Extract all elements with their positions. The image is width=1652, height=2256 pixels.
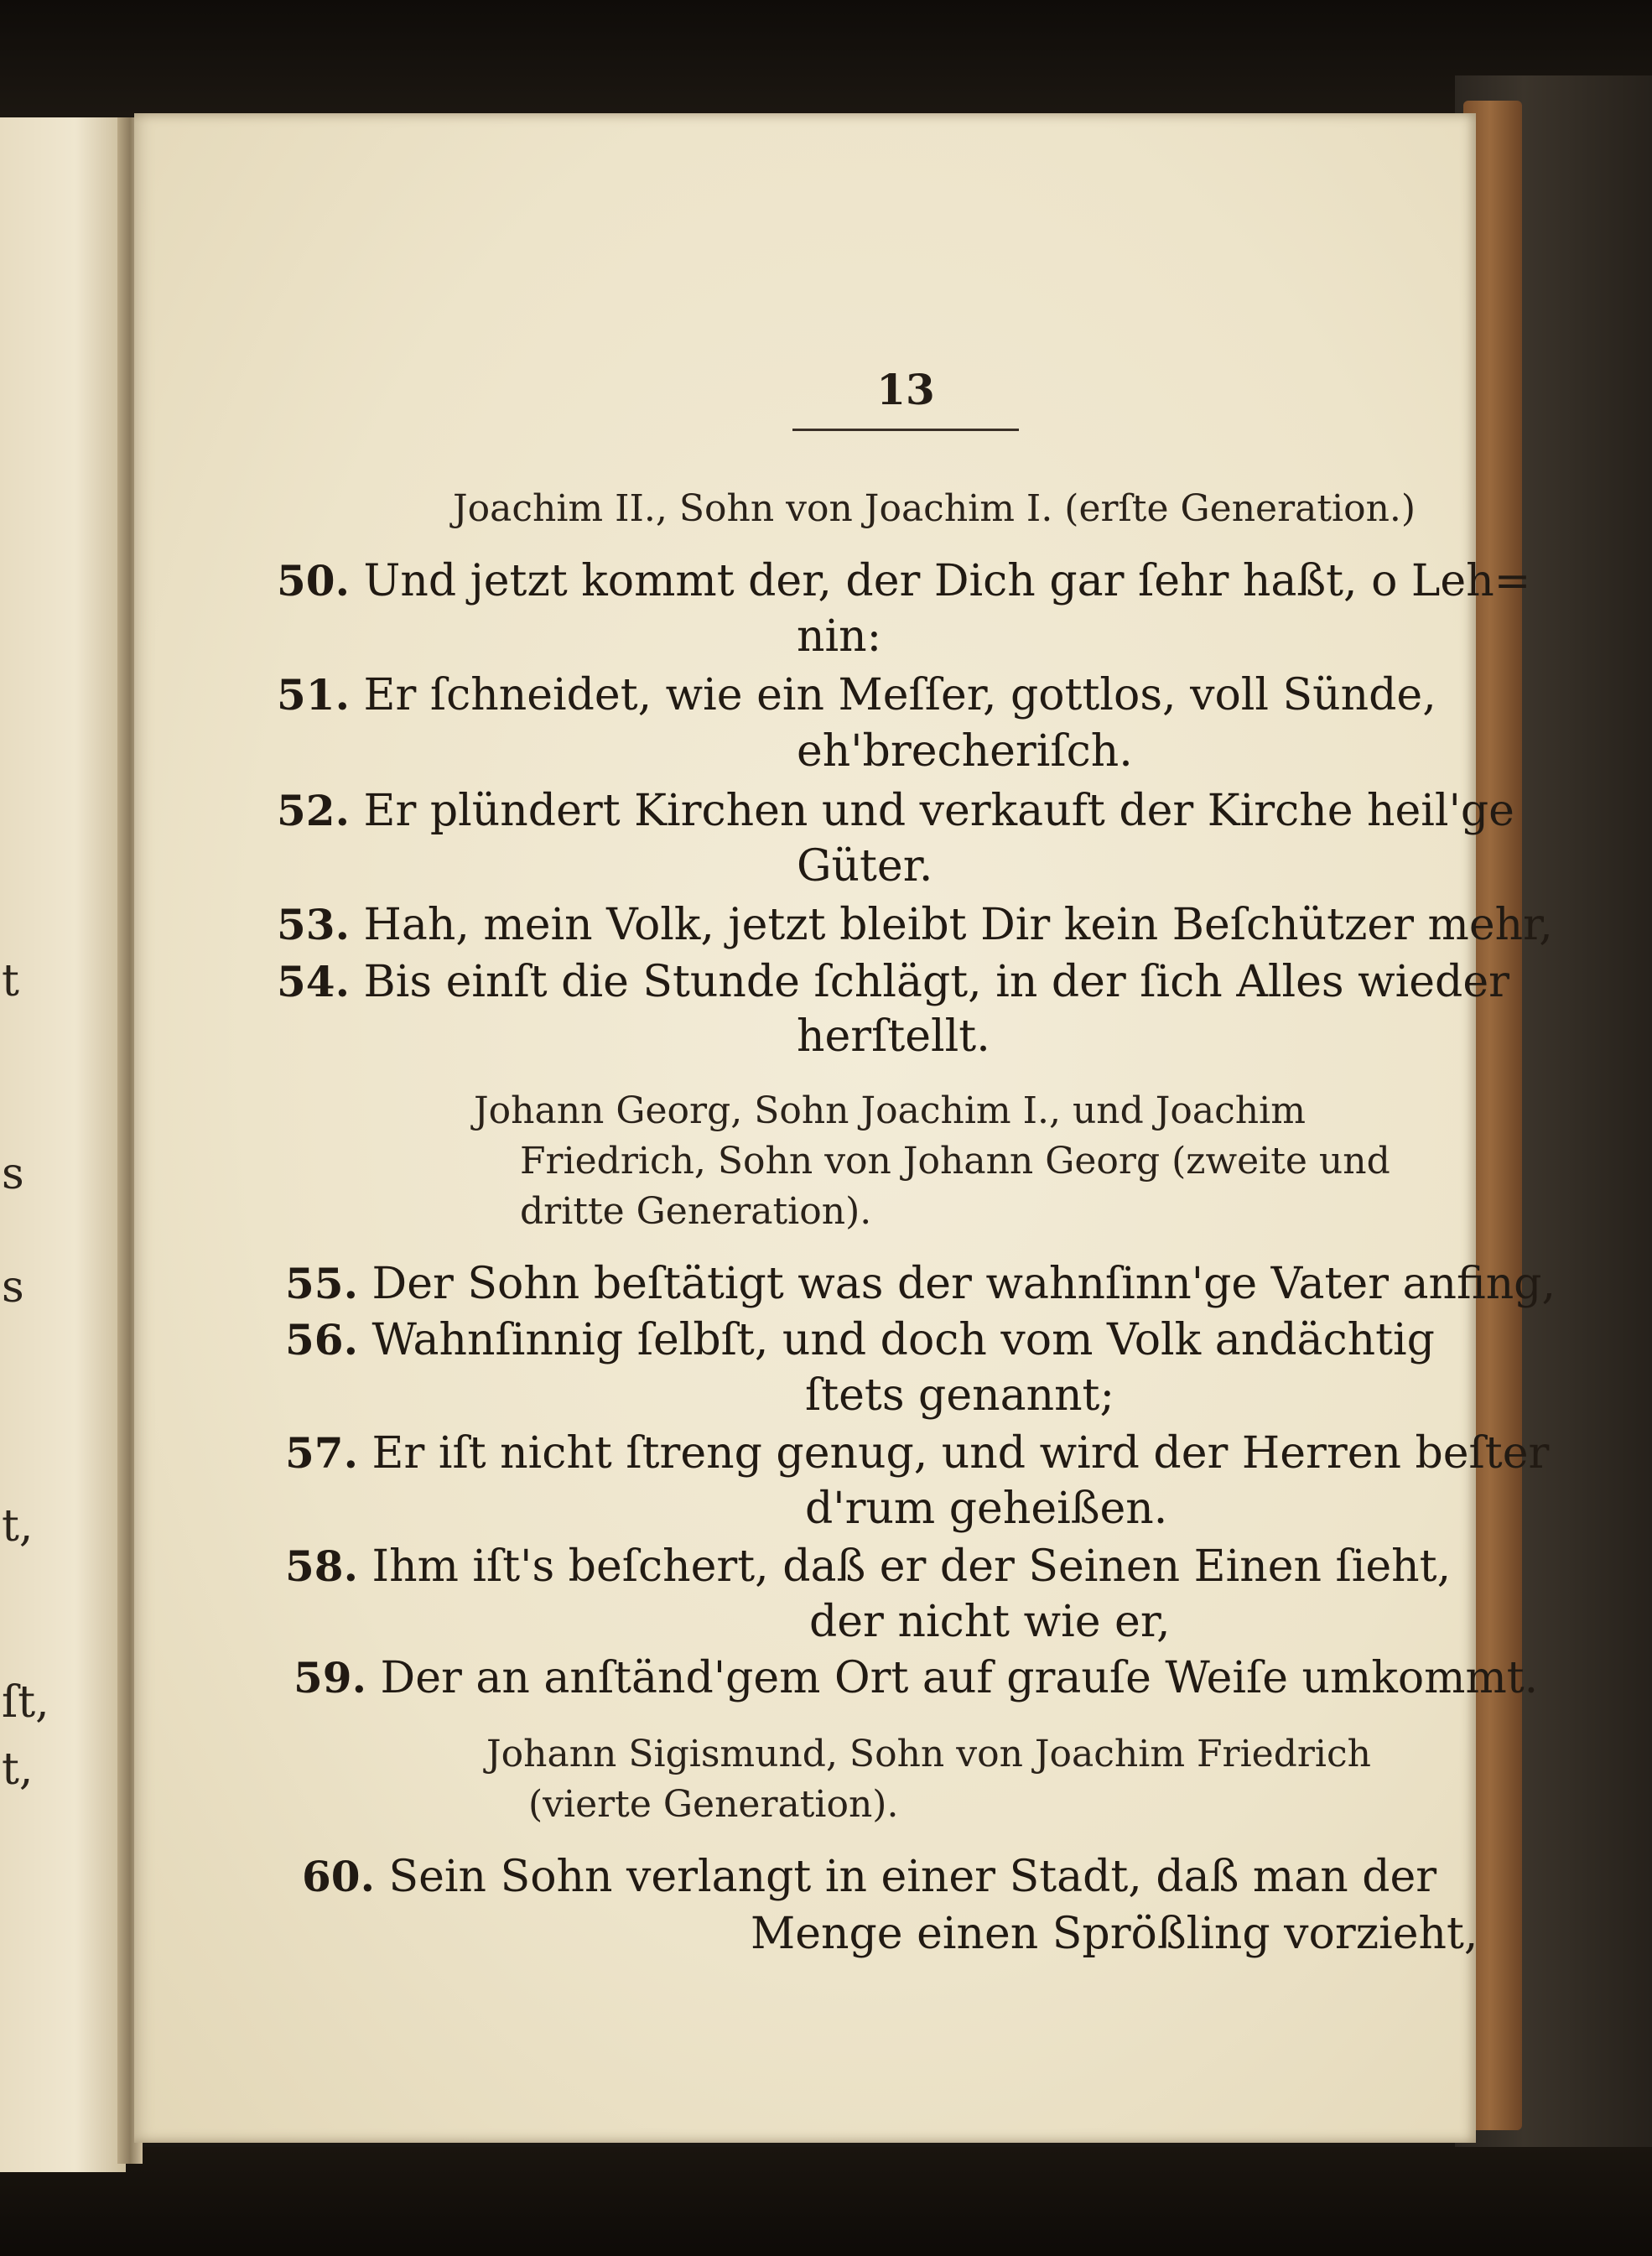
left-page-fragment: t — [2, 956, 19, 1006]
left-page — [0, 117, 126, 2172]
verse-number: 59. — [294, 1653, 366, 1702]
verse-text: Ihm iſt's beſchert, daß er der Seinen Einen ſieht, — [371, 1541, 1452, 1592]
verse-text: Er iſt nicht ſtreng genug, und wird der Herren beſter — [371, 1428, 1550, 1479]
verse-line — [277, 957, 1509, 1007]
left-page-margin — [0, 117, 126, 2172]
verse-text: Hah, mein Volk, jetzt bleibt Dir kein Beſchützer mehr, — [363, 900, 1553, 950]
verse-number: 57. — [285, 1428, 358, 1478]
verse-continuation: herſtellt. — [797, 1011, 990, 1062]
verse-continuation: Güter. — [797, 841, 933, 891]
verse-number: 56. — [285, 1315, 358, 1365]
section-caption: Joachim II., Sohn von Joachim I. (erſte Generation.) — [453, 487, 1416, 530]
header-rule — [792, 429, 1019, 431]
left-page-fragment: ſt, — [2, 1677, 49, 1728]
verse-number: 51. — [277, 670, 350, 720]
verse-text: Der an anſtänd'gem Ort auf grauſe Weiſe umkommt. — [380, 1653, 1539, 1703]
verse-continuation: Menge einen Sprößling vorzieht, — [751, 1909, 1478, 1959]
left-page-fragment: s — [2, 1262, 24, 1313]
verse-line — [277, 786, 1514, 836]
verse-line — [285, 1315, 1435, 1365]
left-page-fragment: s — [2, 1149, 24, 1199]
verse-text: Sein Sohn verlangt in einer Stadt, daß man der — [388, 1852, 1437, 1902]
section-caption-line: (vierte Generation). — [528, 1783, 899, 1826]
verse-line — [285, 1259, 1556, 1309]
book-cover-bottom — [0, 2147, 1652, 2256]
verse-text: Wahnſinnig ſelbſt, und doch vom Volk andächtig — [371, 1315, 1435, 1365]
verse-line — [302, 1852, 1437, 1902]
verse-line — [285, 1428, 1550, 1479]
verse-number: 54. — [277, 957, 350, 1006]
verse-number: 55. — [285, 1259, 358, 1308]
section-caption-line: Friedrich, Sohn von Johann Georg (zweite und — [520, 1140, 1390, 1183]
verse-number: 50. — [277, 556, 350, 606]
verse-text: Er ſchneidet, wie ein Meſſer, gottlos, voll Sünde, — [363, 670, 1436, 720]
page — [134, 113, 1556, 2143]
verse-number: 53. — [277, 900, 350, 949]
verse-line — [285, 1541, 1452, 1592]
section-caption-line: Johann Sigismund, Sohn von Joachim Friedrich — [486, 1733, 1371, 1775]
verse-continuation: der nicht wie er, — [809, 1597, 1171, 1647]
verse-continuation: nin: — [797, 611, 882, 662]
verse-line — [277, 900, 1553, 950]
verse-text: Und jetzt kommt der, der Dich gar ſehr haßt, o Leh= — [363, 556, 1531, 606]
verse-number: 58. — [285, 1541, 358, 1591]
verse-continuation: ſtets genannt; — [805, 1370, 1114, 1421]
verse-number: 52. — [277, 786, 350, 835]
book-cover-top — [0, 0, 1652, 126]
verse-line — [294, 1653, 1539, 1703]
verse-continuation: d'rum geheißen. — [805, 1484, 1168, 1534]
left-page-fragment: t, — [2, 1744, 34, 1795]
verse-text: Er plündert Kirchen und verkauft der Kirche heil'ge — [363, 786, 1514, 836]
verse-line — [277, 556, 1531, 606]
verse-text: Der Sohn beſtätigt was der wahnſinn'ge Vater anfing, — [371, 1259, 1556, 1309]
verse-continuation: eh'brecheriſch. — [797, 726, 1133, 777]
verse-text: Bis einſt die Stunde ſchlägt, in der ſich Alles wieder — [363, 957, 1509, 1007]
page-number: 13 — [876, 365, 935, 414]
left-page-fragment: t, — [2, 1501, 34, 1552]
section-caption-line: dritte Generation). — [520, 1190, 872, 1233]
verse-line — [277, 670, 1436, 720]
section-caption-line: Johann Georg, Sohn Joachim I., und Joachim — [474, 1089, 1306, 1132]
verse-number: 60. — [302, 1852, 375, 1901]
